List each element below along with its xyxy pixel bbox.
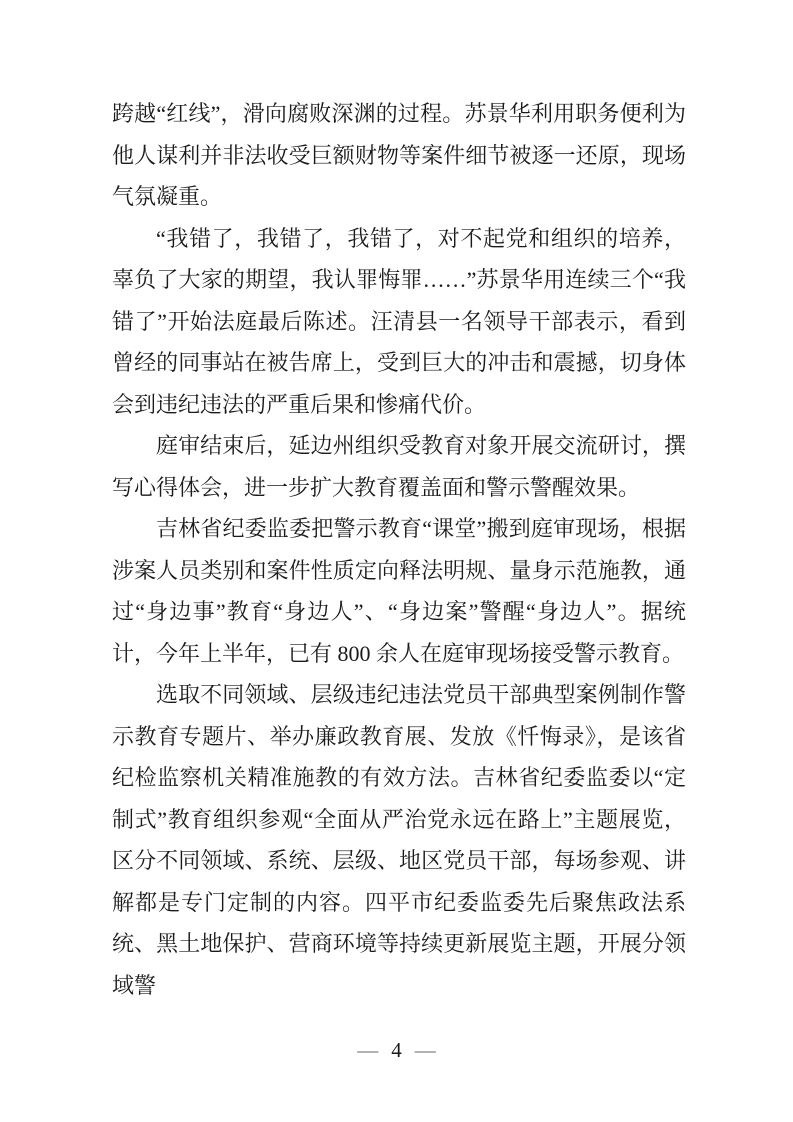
- page-number: 4: [391, 1038, 402, 1062]
- body-paragraph: 跨越“红线”，滑向腐败深渊的过程。苏景华利用职务便利为他人谋利并非法收受巨额财物等案件细节被逐一还原，现场气氛凝重。: [112, 101, 686, 209]
- footer-dash-left: —: [357, 1038, 379, 1062]
- footer-dash-right: —: [414, 1038, 436, 1062]
- body-paragraph: 庭审结束后，延边州组织受教育对象开展交流研讨，撰写心得体会，进一步扩大教育覆盖面和警示警醒效果。: [112, 433, 686, 500]
- page-footer: [0, 1036, 793, 1064]
- body-paragraph: “我错了，我错了，我错了，对不起党和组织的培养，辜负了大家的期望，我认罪悔罪……”苏景华用连续三个“我错了”开始法庭最后陈述。汪清县一名领导干部表示，看到曾经的同事站在被告席上，受到巨大的冲击和震撼，切身体会到违纪违法的严重后果和惨痛代价。: [112, 225, 686, 417]
- body-paragraph: 吉林省纪委监委把警示教育“课堂”搬到庭审现场，根据涉案人员类别和案件性质定向释法明规、量身示范施教，通过“身边事”教育“身边人”、“身边案”警醒“身边人”。据统计，今年上半年，已有 800 余人在庭审现场接受警示教育。: [112, 516, 686, 666]
- document-body: [112, 93, 686, 1006]
- body-paragraph: 选取不同领域、层级违纪违法党员干部典型案例制作警示教育专题片、举办廉政教育展、发放《忏悔录》，是该省纪检监察机关精准施教的有效方法。吉林省纪委监委以“定制式”教育组织参观“全面从严治党永远在路上”主题展览，区分不同领域、系统、层级、地区党员干部，每场参观、讲解都是专门定制的内容。四平市纪委监委先后聚焦政法系统、黑土地保护、营商环境等持续更新展览主题，开展分领域警: [112, 682, 686, 998]
